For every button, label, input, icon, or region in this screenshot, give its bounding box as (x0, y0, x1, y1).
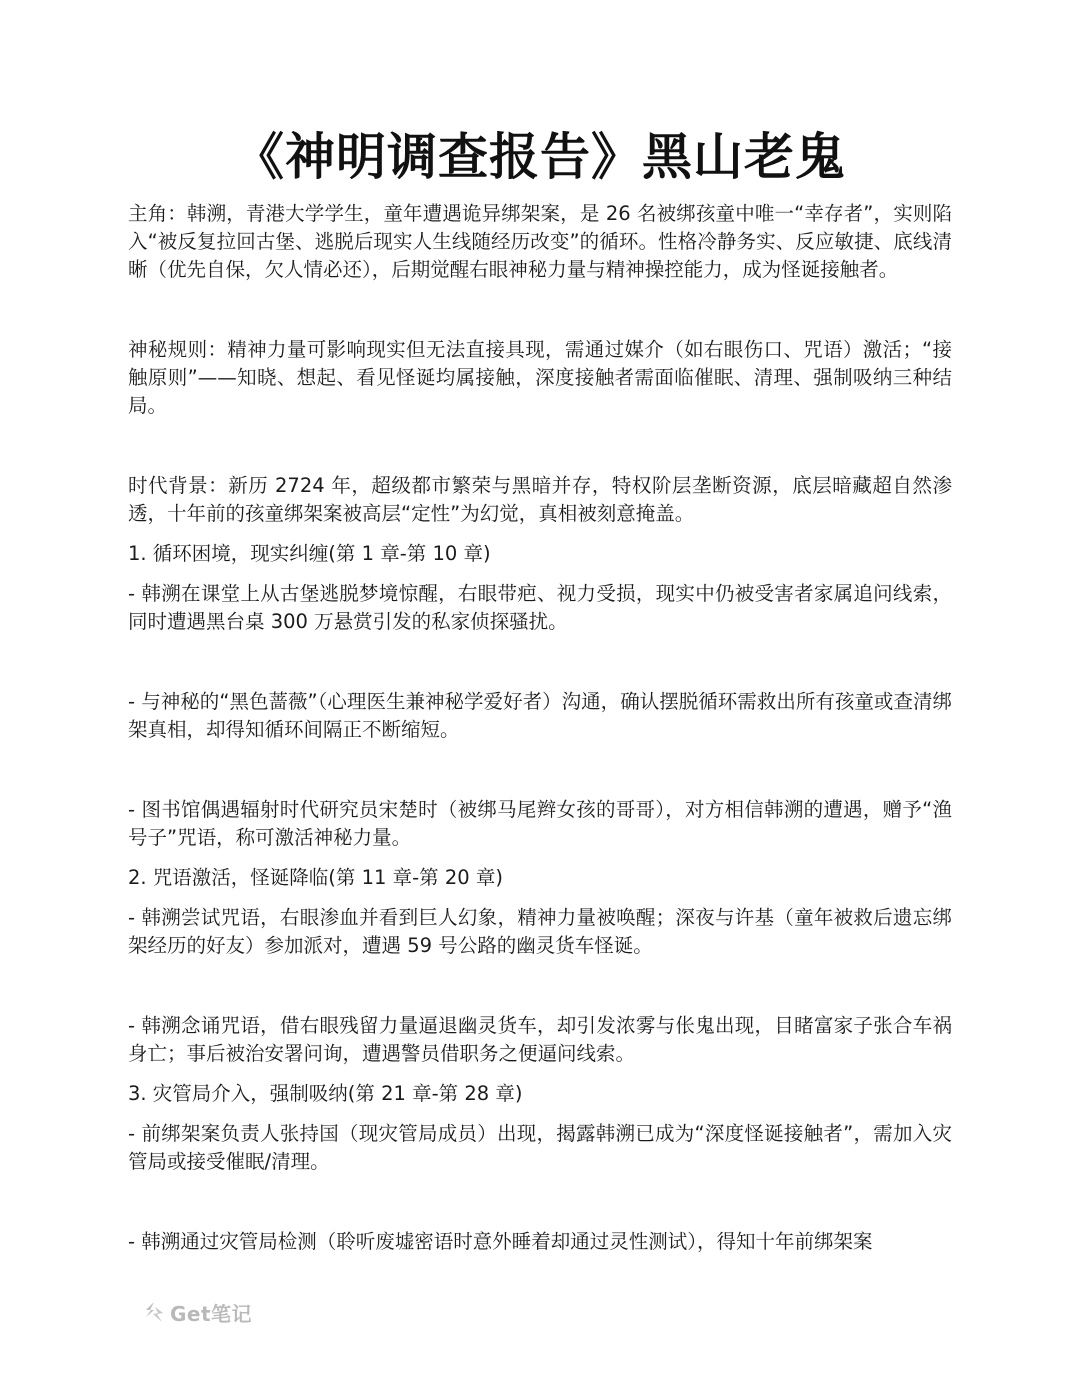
section-heading-2: 2. 咒语激活，怪诞降临(第 11 章-第 20 章) (128, 866, 503, 889)
list-item: - 韩溯在课堂上从古堡逃脱梦境惊醒，右眼带疤、视力受损，现实中仍被受害者家属追问线索，同时遭遇黑台桌 300 万悬赏引发的私家侦探骚扰。 (128, 582, 952, 633)
list-item: - 韩溯通过灾管局检测（聆听废墟密语时意外睡着却通过灵性测试），得知十年前绑架案 (128, 1230, 873, 1253)
paragraph-protagonist: 主角：韩溯，青港大学学生，童年遭遇诡异绑架案，是 26 名被绑孩童中唯一“幸存者”，实则陷入“被反复拉回古堡、逃脱后现实人生线随经历改变”的循环。性格冷静务实、反应敏捷、底线清晰（优先自保，欠人情必还），后期觉醒右眼神秘力量与精神操控能力，成为怪诞接触者。 (128, 202, 952, 281)
paragraph-era-background: 时代背景：新历 2724 年，超级都市繁荣与黑暗并存，特权阶层垄断资源，底层暗藏超自然渗透，十年前的孩童绑架案被高层“定性”为幻觉，真相被刻意掩盖。 (128, 474, 952, 525)
document-body (128, 200, 952, 1256)
section-heading-1: 1. 循环困境，现实纠缠(第 1 章-第 10 章) (128, 542, 491, 565)
list-item: - 图书馆偶遇辐射时代研究员宋楚时（被绑马尾辫女孩的哥哥），对方相信韩溯的遭遇，赠予“渔号子”咒语，称可激活神秘力量。 (128, 798, 952, 849)
footer-logo-text: Get笔记 (170, 1301, 253, 1326)
section-heading-3: 3. 灾管局介入，强制吸纳(第 21 章-第 28 章) (128, 1082, 523, 1105)
list-item: - 前绑架案负责人张持国（现灾管局成员）出现，揭露韩溯已成为“深度怪诞接触者”，需加入灾管局或接受催眠/清理。 (128, 1122, 952, 1173)
get-notes-logo-icon (143, 1301, 165, 1323)
paragraph-mystic-rules: 神秘规则：精神力量可影响现实但无法直接具现，需通过媒介（如右眼伤口、咒语）激活；“接触原则”——知晓、想起、看见怪诞均属接触，深度接触者需面临催眠、清理、强制吸纳三种结局。 (128, 338, 952, 417)
list-item: - 与神秘的“黑色蔷薇”（心理医生兼神秘学爱好者）沟通，确认摆脱循环需救出所有孩童或查清绑架真相，却得知循环间隔正不断缩短。 (128, 690, 952, 741)
document-title: 《神明调查报告》黑山老鬼 (234, 128, 846, 186)
list-item: - 韩溯尝试咒语，右眼渗血并看到巨人幻象，精神力量被唤醒；深夜与许基（童年被救后遗忘绑架经历的好友）参加派对，遭遇 59 号公路的幽灵货车怪诞。 (128, 906, 952, 957)
footer-watermark (143, 1299, 252, 1325)
list-item: - 韩溯念诵咒语，借右眼残留力量逼退幽灵货车，却引发浓雾与伥鬼出现，目睹富家子张合车祸身亡；事后被治安署问询，遭遇警员借职务之便逼问线索。 (128, 1014, 952, 1065)
